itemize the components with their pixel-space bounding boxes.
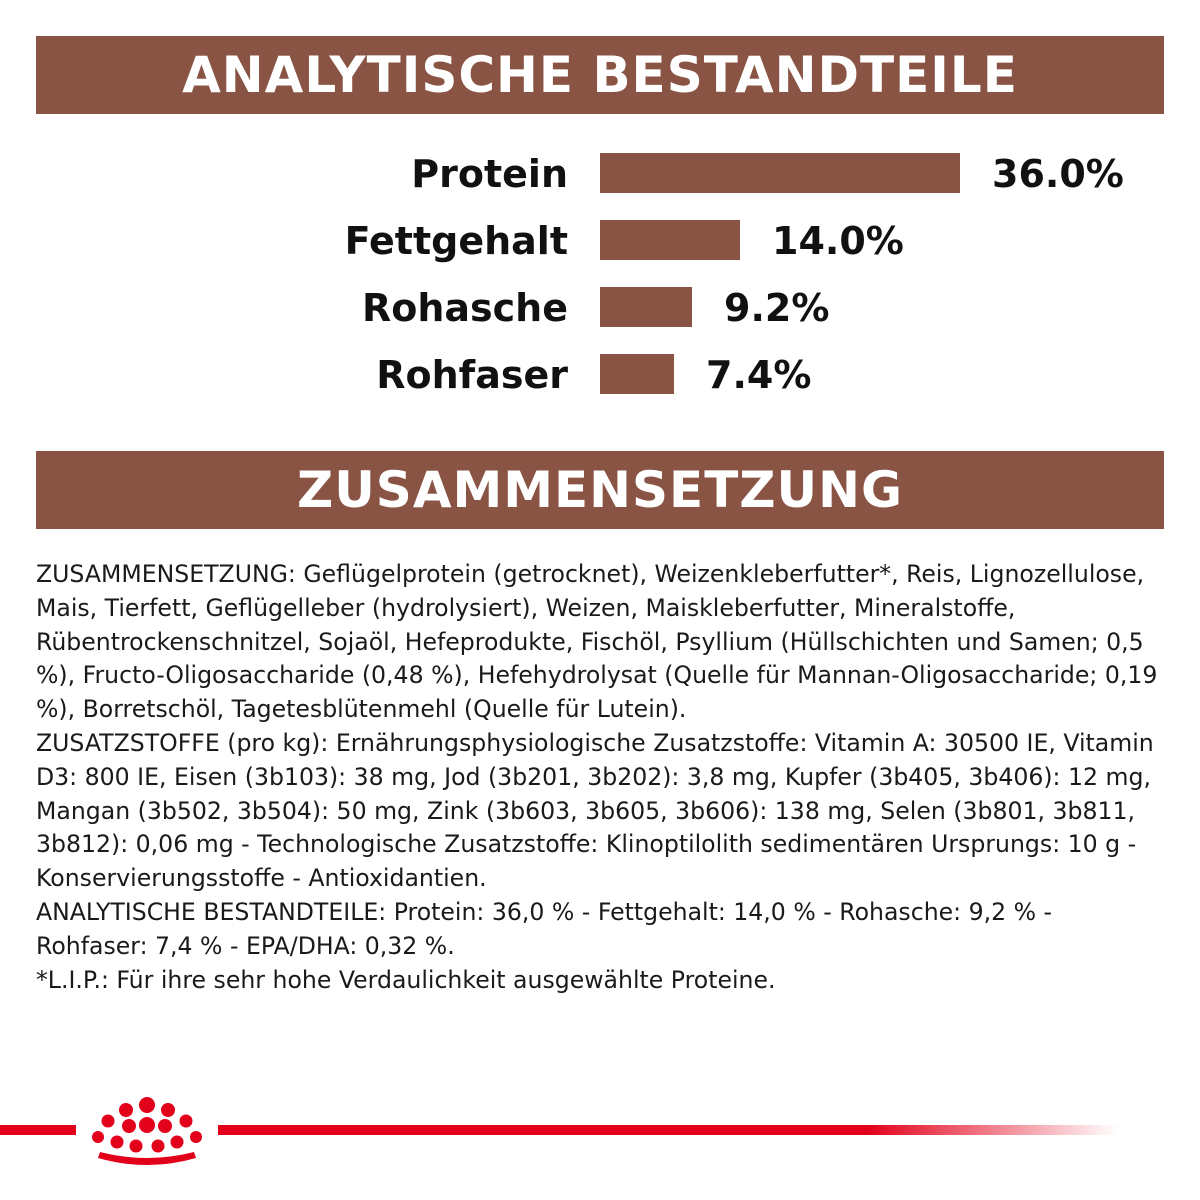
value-label: 9.2% xyxy=(724,286,830,330)
footer-brand-strip xyxy=(0,1092,1200,1172)
value-label: 36.0% xyxy=(992,152,1124,196)
composition-header-banner xyxy=(36,451,1164,529)
bar xyxy=(600,287,692,327)
bar xyxy=(600,153,960,193)
composition-footnote: *L.I.P.: Für ihre sehr hohe Verdaulichkeit ausgewählte Proteine. xyxy=(36,965,776,994)
analytics-header-banner xyxy=(36,36,1164,114)
crown-icon xyxy=(92,1097,202,1165)
value-label: 14.0% xyxy=(772,219,904,263)
category-label: Protein xyxy=(411,152,568,196)
bar xyxy=(600,354,674,394)
category-label: Rohasche xyxy=(361,286,568,330)
footer-line-left xyxy=(0,1125,76,1135)
composition-header-title: ZUSAMMENSETZUNG xyxy=(296,461,904,519)
composition-text-block xyxy=(36,558,1166,997)
composition-analytics: ANALYTISCHE BESTANDTEILE: Protein: 36,0 % - Fettgehalt: 14,0 % - Rohasche: 9,2 % - Rohfaser: 7,4 % - EPA/DHA: 0,32 %. xyxy=(36,897,1053,960)
bar xyxy=(600,220,740,260)
footer-line-right xyxy=(218,1125,1118,1135)
composition-additives: ZUSATZSTOFFE (pro kg): Ernährungsphysiologische Zusatzstoffe: Vitamin A: 30500 IE, Vitamin D3: 800 IE, Eisen (3b103): 38 mg, Jod (3b201, 3b202): 3,8 mg, Kupfer (3b405, 3b406): 12 mg, Mangan (3b502, 3b504): 50 mg, Zink (3b603, 3b605, 3b606): 138 mg, Selen (3b801, 3b811, 3b812): 0,06 mg - Technologische Zusatzstoffe: Klinoptilolith sedimentären Ursprungs: 10 g - Konservierungsstoffe - Antioxidantien. xyxy=(36,728,1154,893)
category-label: Fettgehalt xyxy=(344,219,568,263)
category-label: Rohfaser xyxy=(376,353,568,397)
analytics-header-title: ANALYTISCHE BESTANDTEILE xyxy=(182,46,1018,104)
nutrient-bar-chart xyxy=(0,140,1200,410)
value-label: 7.4% xyxy=(706,353,812,397)
composition-ingredients: ZUSAMMENSETZUNG: Geflügelprotein (getrocknet), Weizenkleberfutter*, Reis, Lignozellulose, Mais, Tierfett, Geflügelleber (hydrolysiert), Weizen, Maiskleberfutter, Mineralstoffe, Rübentrockenschnitzel, Sojaöl, Hefeprodukte, Fischöl, Psyllium (Hüllschichten und Samen; 0,5 %), Fructo-Oligosaccharide (0,48 %), Hefehydrolysat (Quelle für Mannan-Oligosaccharide; 0,19 %), Borretschöl, Tagetesblütenmehl (Quelle für Lutein). xyxy=(36,560,1158,724)
